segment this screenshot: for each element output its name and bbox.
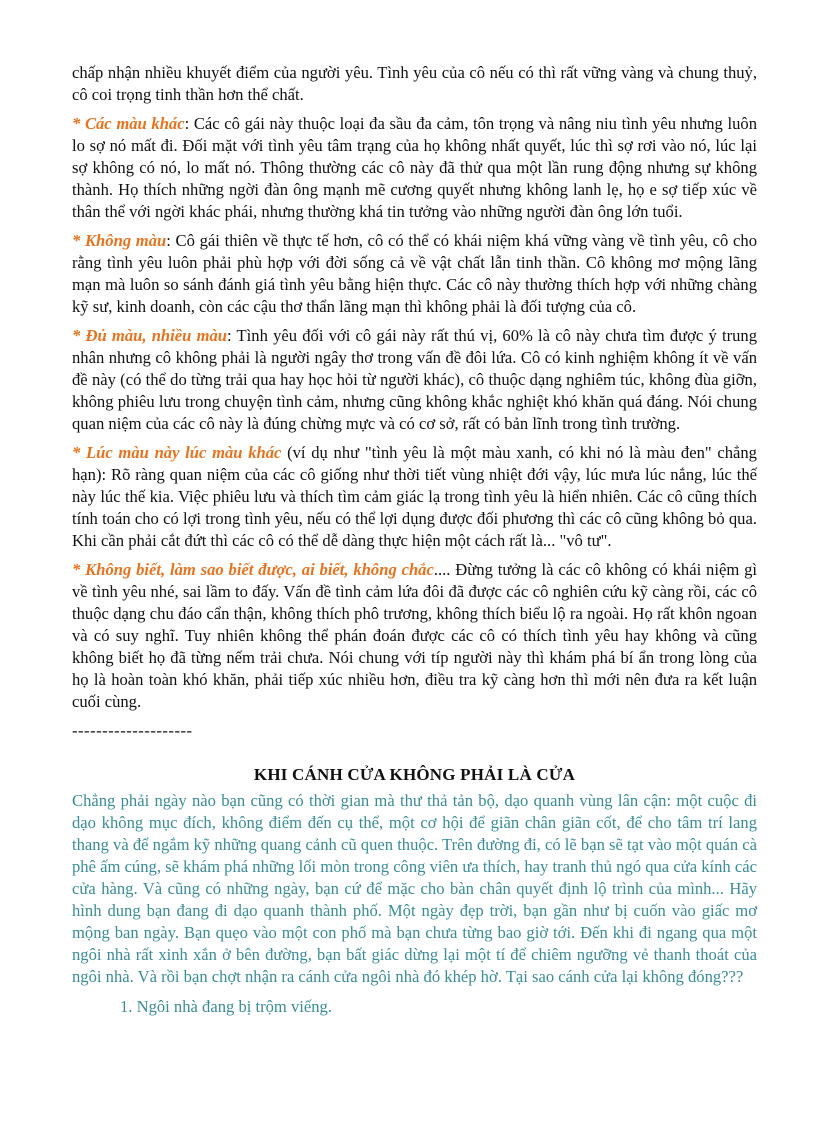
section-du-mau [72,325,757,435]
article-list [72,996,757,1018]
section-khong-mau [72,230,757,318]
section-text: : Tình yêu đối với cô gái này rất thú vị, 60% là cô này chưa tìm được ý trung nhân nhưng cô không phải là người ngây thơ trong vấn đề đôi lứa. Cô có kinh nghiệm không ít về vấn đề này (có thể do từng trải qua hay học hỏi từ người khác), cô thuộc dạng nghiêm túc, không đùa giỡn, không phiêu lưu trong chuyện tình cảm, nhưng cũng không khắc nghiệt khó khăn quá đáng. Nói chung quan niệm của các cô này là đúng chừng mực và có cơ sở, rất có bản lĩnh trong tình trường. [72,326,757,433]
document-page [72,62,757,1018]
article-title: KHI CÁNH CỬA KHÔNG PHẢI LÀ CỬA [253,765,576,784]
section-khong-biet [72,559,757,713]
section-heading: * Các màu khác [72,114,185,133]
section-luc-mau-nay [72,442,757,552]
section-text: .... Đừng tưởng là các cô không có khái niệm gì về tình yêu nhé, sai lầm to đấy. Vấn đề tình cảm lứa đôi đã được các cô nghiên cứu kỹ càng rồi, các cô thuộc dạng chu đáo cẩn thận, không thích phô trương, không thích biểu lộ ra ngoài. Họ rất khôn ngoan và có suy nghĩ. Tuy nhiên không thể phán đoán được các cô có thích tình yêu hay không và cũng không biết họ đã từng nếm trải chưa. Nói chung với típ người này thì khám phá bí ẩn trong lòng của họ là hoàn toàn khó khăn, phải tiếp xúc nhiều hơn, điều tra kỹ càng hơn thì mới nên đưa ra kết luận cuối cùng. [72,560,757,711]
section-heading: * Không biết, làm sao biết được, ai biết, không chắc [72,560,434,579]
article-body: Chẳng phải ngày nào bạn cũng có thời gian mà thư thả tản bộ, dạo quanh vùng lân cận: một cuộc đi dạo không mục đích, không điểm đến cụ thể, một cơ hội để giãn chân giãn cốt, để cho tâm trí lang thang và để ngắm kỹ những quang cảnh cũ quen thuộc. Trên đường đi, có lẽ bạn sẽ tạt vào một quán cà phê ấm cúng, sẽ khám phá những lối mòn trong công viên ưa thích, hay tranh thủ ngó qua cửa kính các cửa hàng. Và cũng có những ngày, bạn cứ để mặc cho bàn chân quyết định lộ trình của mình... Hãy hình dung bạn đang đi dạo quanh thành phố. Một ngày đẹp trời, bạn gần như bị cuốn vào giấc mơ mộng ban ngày. Bạn quẹo vào một con phố mà bạn chưa từng bao giờ tới. Đến khi đi ngang qua một ngôi nhà rất xinh xắn ở bên đường, bạn bất giác dừng lại một tí để chiêm ngưỡng vẻ thanh thoát của ngôi nhà. Và rồi bạn chợt nhận ra cánh cửa ngôi nhà đó khép hờ. Tại sao cánh cửa lại không đóng??? [72,791,757,986]
section-cac-mau-khac [72,113,757,223]
section-text: (ví dụ như "tình yêu là một màu xanh, có khi nó là màu đen" chẳng hạn): Rõ ràng quan niệm của các cô giống như thời tiết vùng nhiệt đới vậy, lúc mưa lúc nắng, lúc thế này lúc thế kia. Việc phiêu lưu và thích tìm cảm giác lạ trong tình yêu là hiển nhiên. Các cô cũng thích tính toán cho có lợi trong tình yêu, nếu có thể lợi dụng được đối phương thì các cô cũng không bỏ qua. Khi cần phải cắt đứt thì các cô có thể dễ dàng thực hiện một cách rất là... "vô tư". [72,443,757,550]
section-heading: * Lúc màu này lúc màu khác [72,443,282,462]
section-heading: * Không màu [72,231,167,250]
section-text: : Cô gái thiên về thực tế hơn, cô có thể có khái niệm khá vững vàng về tình yêu, cô cho rằng tình yêu luôn phải phù hợp với đời sống cả về vật chất lẫn tinh thần. Cô không mơ mộng lãng mạn mà luôn so sánh đánh giá tình yêu bằng hiện thực. Các cô này thường thích hợp với những chàng kỹ sư, kinh doanh, còn các cậu thơ thẩn lãng mạn thì không phải là đối tượng của cô. [72,231,757,316]
intro-paragraph: chấp nhận nhiều khuyết điểm của người yêu. Tình yêu của cô nếu có thì rất vững vàng và chung thuỷ, cô coi trọng tinh thần hơn thể chất. [72,63,757,104]
separator-line: -------------------- [72,721,193,740]
section-text: : Các cô gái này thuộc loại đa sầu đa cảm, tôn trọng và nâng niu tình yêu nhưng luôn lo sợ nó mất đi. Đối mặt với tình yêu tâm trạng của họ không nhất quyết, lúc thì sợ rơi vào nó, lúc lại sợ không có nó, lo mất nó. Thông thường các cô này đã thử qua một lần rung động nhưng sự không thành. Họ thích những ngời đàn ông mạnh mẽ cương quyết nhưng không lanh lẹ, họ e sợ tiếp xúc về thân thể với ngời khác phái, nhưng thường khá tin tưởng vào những người đàn ông lớn tuổi. [72,114,757,221]
section-heading: * Đủ màu, nhiều màu [72,326,228,345]
list-item: 1. Ngôi nhà đang bị trộm viếng. [120,997,332,1016]
